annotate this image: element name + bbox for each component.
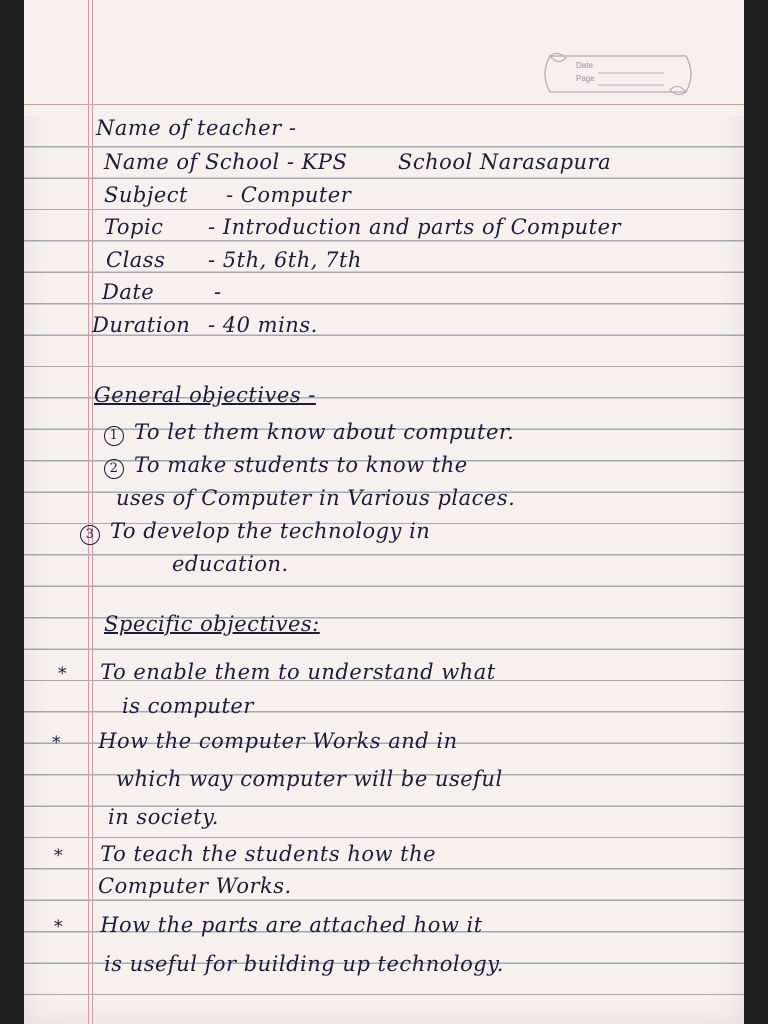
date-field-value: - — [214, 280, 222, 304]
school-label: Name of School - KPS — [104, 150, 348, 174]
left-margin-line — [88, 0, 89, 1024]
bullet-star-icon: * — [52, 733, 61, 753]
page-label: Page — [576, 74, 595, 83]
subject-value: - Computer — [226, 183, 352, 207]
topic-label: Topic — [104, 215, 164, 239]
general-objective-3-text: To develop the technology in — [110, 519, 431, 543]
bullet-star-icon: * — [58, 664, 67, 684]
duration-value: - 40 mins. — [208, 313, 318, 337]
class-label: Class — [106, 248, 166, 272]
specific-objectives-heading: Specific objectives: — [104, 612, 320, 636]
specific-line-9: is useful for building up technology. — [104, 952, 504, 976]
date-page-frame-icon — [536, 46, 702, 102]
number-circle-2: 2 — [104, 459, 124, 479]
specific-line-1 — [58, 660, 496, 684]
specific-line-3-text: How the computer Works and in — [98, 729, 458, 753]
specific-line-8 — [54, 913, 483, 937]
date-page-box — [536, 46, 702, 102]
top-margin-rule — [24, 104, 744, 105]
date-label: Date — [576, 61, 593, 70]
general-objectives-heading: General objectives - — [94, 383, 316, 407]
date-field-label: Date — [102, 280, 155, 304]
duration-label: Duration — [92, 313, 191, 337]
general-objective-2 — [104, 453, 468, 479]
specific-line-7: Computer Works. — [98, 874, 292, 898]
number-circle-1: 1 — [104, 426, 124, 446]
specific-line-8-text: How the parts are attached how it — [100, 913, 483, 937]
general-objective-1 — [104, 420, 514, 446]
bullet-star-icon: * — [54, 917, 63, 937]
general-objective-2-text: To make students to know the — [134, 453, 468, 477]
topic-value: - Introduction and parts of Computer — [208, 215, 622, 239]
school-value: School Narasapura — [398, 150, 612, 174]
specific-line-6 — [54, 842, 436, 866]
bullet-star-icon: * — [54, 846, 63, 866]
specific-line-3 — [52, 729, 458, 753]
number-circle-3: 3 — [80, 525, 100, 545]
specific-line-6-text: To teach the students how the — [100, 842, 437, 866]
general-objective-2-cont: uses of Computer in Various places. — [116, 486, 516, 510]
class-value: - 5th, 6th, 7th — [208, 248, 362, 272]
specific-line-4: which way computer will be useful — [116, 767, 503, 791]
specific-line-1-text: To enable them to understand what — [100, 660, 496, 684]
specific-line-5: in society. — [108, 805, 219, 829]
teacher-label: Name of teacher - — [96, 116, 297, 140]
general-objective-3 — [80, 519, 430, 545]
general-objective-3-cont: education. — [172, 552, 289, 576]
specific-line-2: is computer — [122, 694, 254, 718]
general-objective-1-text: To let them know about computer. — [134, 420, 515, 444]
subject-label: Subject — [104, 183, 188, 207]
left-margin-line-2 — [92, 0, 93, 1024]
